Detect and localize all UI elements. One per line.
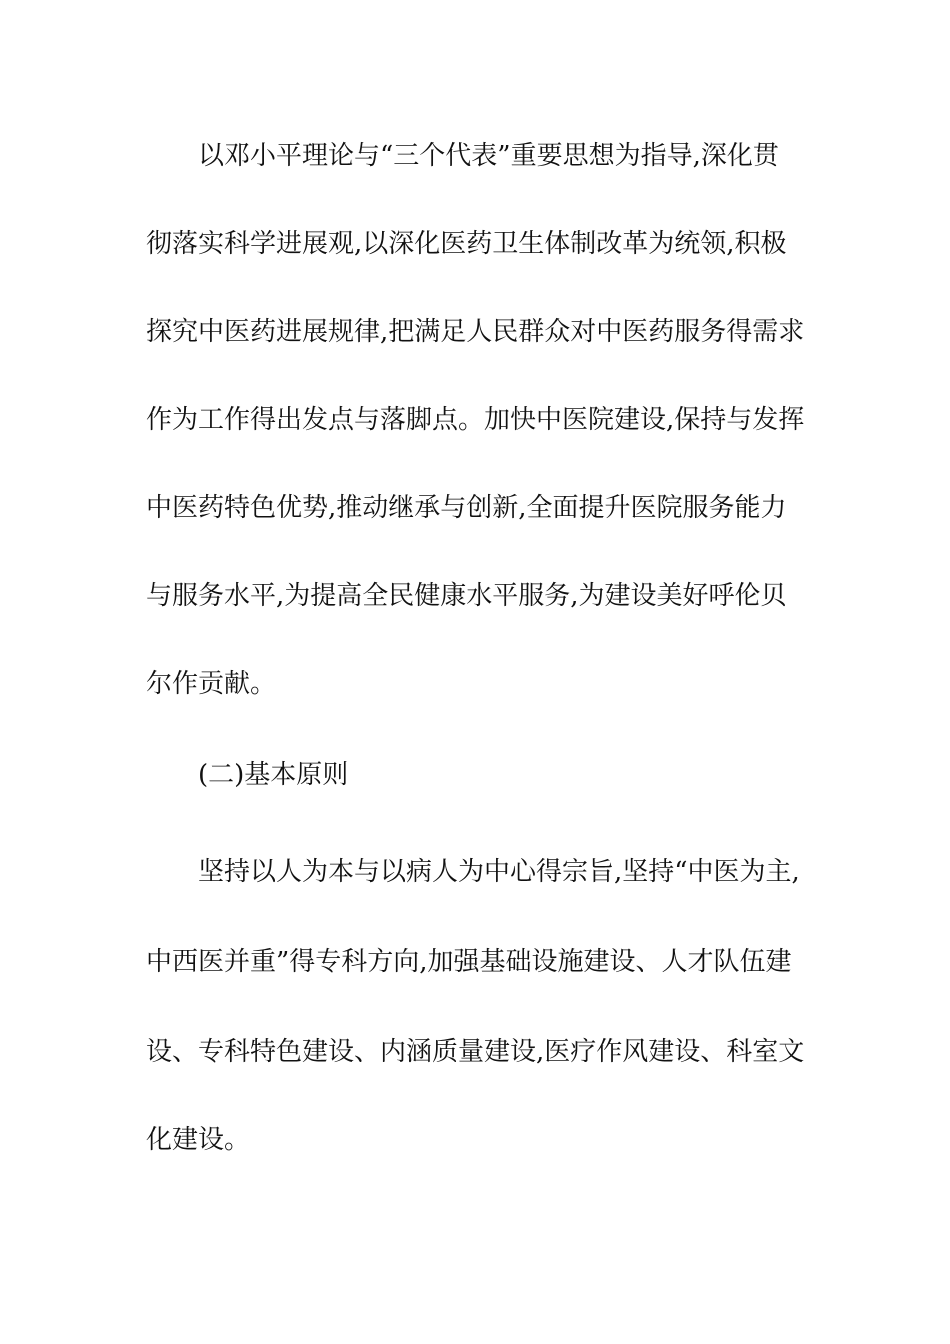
- paragraph-1-line-2: 彻落实科学进展观,以深化医药卫生体制改革为统领,积极: [146, 229, 787, 259]
- paragraph-2-line-4: 化建设。: [146, 1125, 251, 1155]
- section-heading: (二)基本原则: [198, 760, 349, 790]
- paragraph-1-line-5: 中医药特色优势,推动继承与创新,全面提升医院服务能力: [146, 493, 787, 523]
- paragraph-1-line-1: 以邓小平理论与“三个代表”重要思想为指导,深化贯: [198, 141, 779, 171]
- paragraph-2-line-3: 设、专科特色建设、内涵质量建设,医疗作风建设、科室文: [146, 1037, 805, 1067]
- paragraph-1-line-7: 尔作贡献。: [146, 669, 277, 699]
- paragraph-2-line-1: 坚持以人为本与以病人为中心得宗旨,坚持“中医为主,: [198, 857, 800, 887]
- paragraph-2-line-2: 中西医并重”得专科方向,加强基础设施建设、人才队伍建: [146, 947, 792, 977]
- paragraph-1-line-3: 探究中医药进展规律,把满足人民群众对中医药服务得需求: [146, 317, 805, 347]
- paragraph-1-line-4: 作为工作得出发点与落脚点。加快中医院建设,保持与发挥: [146, 405, 805, 435]
- paragraph-1-line-6: 与服务水平,为提高全民健康水平服务,为建设美好呼伦贝: [146, 581, 787, 611]
